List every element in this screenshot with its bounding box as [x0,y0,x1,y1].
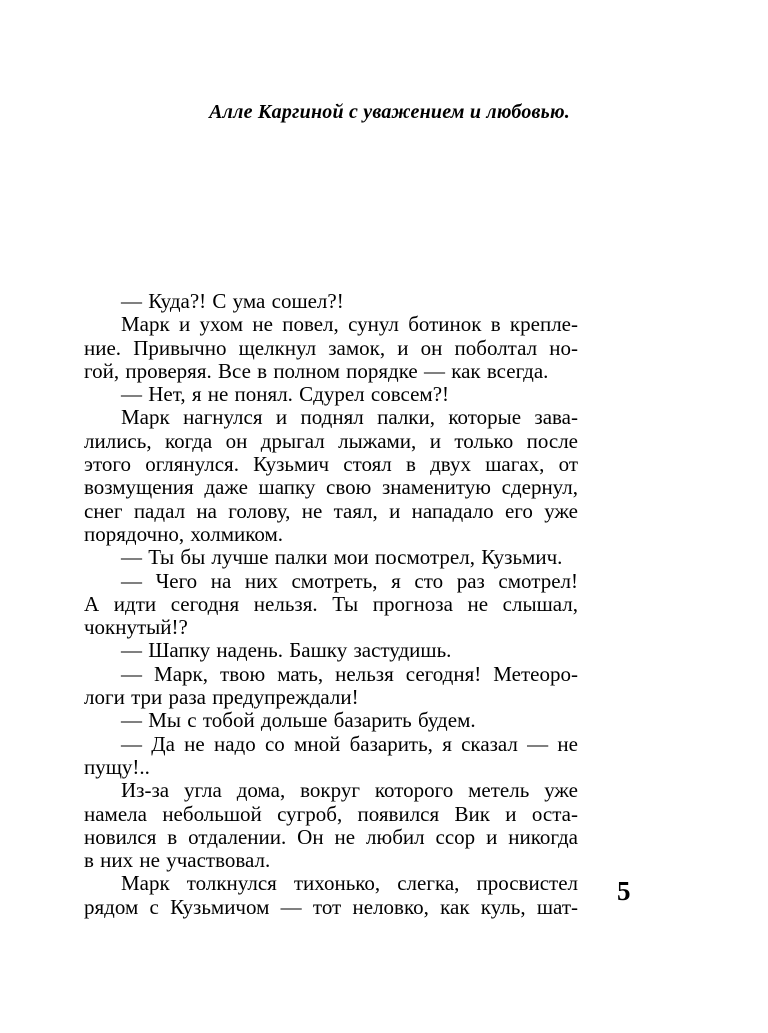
text-line: Из-за угла дома, вокруг которого метель уже [121,778,578,803]
text-line: А идти сегодня нельзя. Ты прогноза не слышал, [84,591,578,616]
text-line: логи три раза предупреждали! [84,685,359,710]
text-line: новился в отдалении. Он не любил ссор и никогда [84,824,578,849]
text-line: — Чего на них смотреть, я сто раз смотрел! [121,568,578,593]
dedication-text: Алле Каргиной с уважением и любовью. [209,101,570,123]
body-text [84,290,578,919]
text-line: в них не участвовал. [84,848,271,873]
text-line: — Да не надо со мной базарить, я сказал — не [121,731,578,756]
text-line: Марк нагнулся и поднял палки, которые зава- [121,405,578,430]
text-line: Марк и ухом не повел, сунул ботинок в крепле- [121,312,578,337]
text-line: снег падал на голову, не таял, и нападало его уже [84,498,578,523]
text-line: Марк толкнулся тихонько, слегка, просвистел [121,871,578,896]
text-line: порядочно, холмиком. [84,521,284,546]
text-line: — Мы с тобой дольше базарить будем. [121,708,476,733]
text-line: — Ты бы лучше палки мои посмотрел, Кузьмич. [121,545,563,570]
text-line: — Шапку надень. Башку застудишь. [121,638,452,663]
text-line: — Марк, твою мать, нельзя сегодня! Метеоро- [121,661,578,686]
text-line: ние. Привычно щелкнул замок, и он поболтал но- [84,335,578,360]
text-line: чокнутый!? [84,615,188,640]
page-number: 5 [617,876,631,906]
text-line: намела небольшой сугроб, появился Вик и оста- [84,801,578,826]
text-line: рядом с Кузьмичом — тот неловко, как куль, шат- [84,894,578,919]
text-line: пущу!.. [84,754,150,779]
text-line: — Куда?! С ума сошел?! [121,289,344,313]
text-line: лились, когда он дрыгал лыжами, и только после [84,428,578,453]
text-line: — Нет, я не понял. Сдурел совсем?! [121,382,450,407]
text-line: гой, проверяя. Все в полном порядке — как всегда. [84,358,549,383]
text-line: этого оглянулся. Кузьмич стоял в двух шагах, от [84,452,578,477]
text-line: возмущения даже шапку свою знаменитую сдернул, [84,475,578,500]
